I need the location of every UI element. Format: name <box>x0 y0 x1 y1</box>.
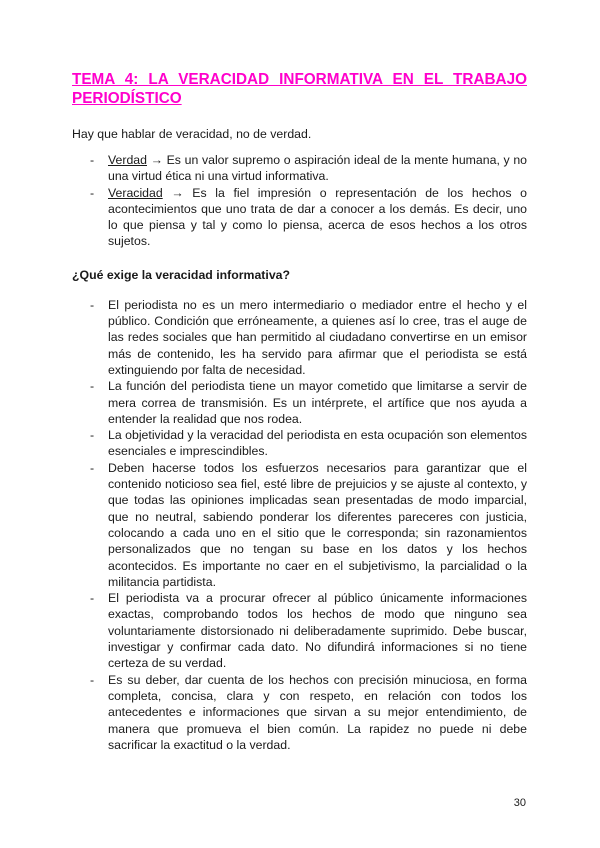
definition-term: Veracidad <box>108 185 163 200</box>
definition-connector: → <box>146 153 167 167</box>
section-heading: ¿Qué exige la veracidad informativa? <box>72 267 291 282</box>
definitions-list <box>72 152 527 250</box>
requirement-item: - Es su deber, dar cuenta de los hechos con precisión minuciosa, en forma completa, concisa, clara y con respeto, en relación con todos los antecedentes e informaciones que sirvan a su mejor entendimiento, de manera que promueva el bien común. La rapidez no puede ni debe sacrificar la exactitud o la verdad. <box>72 672 527 753</box>
requirement-item: - El periodista va a procurar ofrecer al público únicamente informaciones exactas, comprobando todos los hechos de modo que ninguno sea voluntariamente distorsionado ni deliberadamente suprimido. Debe buscar, investigar y confirmar cada dato. No difundirá informaciones si no tiene certeza de su verdad. <box>72 590 527 671</box>
definition-term: Verdad <box>108 153 147 167</box>
requirement-item: - El periodista no es un mero intermediario o mediador entre el hecho y el público. Condición que erróneamente, a quienes así lo cree, tras el auge de las redes sociales que han permitido al ciudadano convertirse en un emisor más de contenido, les ha servido para afirmar que el periodista se está extinguiendo por falta de necesidad. <box>72 297 527 378</box>
definition-item <box>72 152 527 185</box>
definition-text: Es la fiel impresión o representación de los hechos o acontecimientos que uno trata de dar a conocer a los demás. Es decir, uno lo que piensa y tal y como lo piensa, acerca de esos hechos a los otros sujetos. <box>108 185 527 249</box>
intro-paragraph: Hay que hablar de veracidad, no de verdad. <box>72 127 312 141</box>
requirements-list <box>72 297 527 753</box>
definition-item <box>72 185 527 250</box>
requirement-item: - Deben hacerse todos los esfuerzos necesarios para garantizar que el contenido noticioso sea fiel, esté libre de prejuicios y se ajuste al contexto, y que todas las opiniones implicadas sean presentadas de modo imparcial, que no neutral, sabiendo ponderar los diferentes pareceres con justicia, colocando a cada uno en el sitio que le corresponda; sin razonamientos personalizados que no tengan su base en los datos y los hechos acontecidos. Es importante no caer en el subjetivismo, la parcialidad o la militancia partidista. <box>72 460 527 590</box>
document-title: TEMA 4: LA VERACIDAD INFORMATIVA EN EL TRABAJO PERIODÍSTICO <box>72 71 527 107</box>
requirement-item: - La objetividad y la veracidad del periodista en esta ocupación son elementos esenciales e imprescindibles. <box>72 427 527 460</box>
requirement-item: - La función del periodista tiene un mayor cometido que limitarse a servir de mera correa de transmisión. Es un intérprete, el artífice que nos ayuda a entender la realidad que nos rodea. <box>72 378 527 427</box>
page-number: 30 <box>513 797 526 809</box>
definition-connector: → <box>162 185 193 200</box>
definition-text: Es un valor supremo o aspiración ideal de la mente humana, y no una virtud ética ni una virtud informativa. <box>108 153 528 184</box>
document-page <box>72 70 527 753</box>
